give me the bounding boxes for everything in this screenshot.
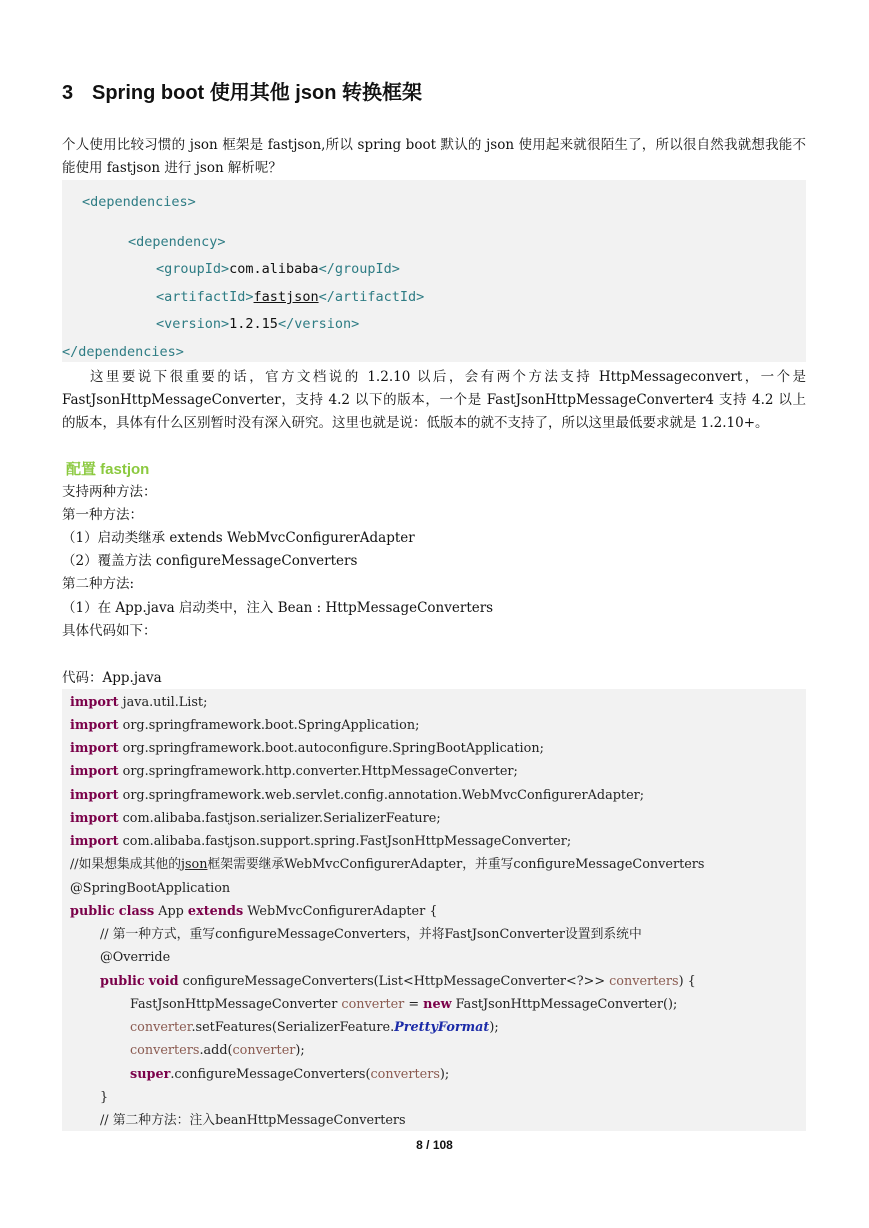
java-code-block: [62, 689, 806, 1131]
xml-dependencies-open: <dependencies>: [82, 194, 196, 210]
code-annotation: @Override: [100, 950, 171, 965]
code-line: import com.alibaba.fastjson.support.spring.FastJsonHttpMessageConverter;: [70, 834, 572, 849]
code-line: import com.alibaba.fastjson.serializer.SerializerFeature;: [70, 811, 441, 826]
text-line-7: 具体代码如下：: [62, 623, 157, 639]
text-line-3: （1）启动类继承 extends WebMvcConfigurerAdapter: [62, 530, 415, 546]
code-comment: //如果想集成其他的json框架需要继承WebMvcConfigurerAdapter，并重写configureMessageConverters: [70, 857, 705, 872]
code-line: }: [100, 1090, 109, 1105]
section-number: 3: [62, 82, 74, 104]
code-line: converter.setFeatures(SerializerFeature.PrettyFormat);: [130, 1020, 499, 1035]
text-line-4: （2）覆盖方法 configureMessageConverters: [62, 553, 358, 569]
code-line: FastJsonHttpMessageConverter converter = new FastJsonHttpMessageConverter();: [130, 997, 678, 1012]
code-line: import java.util.List;: [70, 695, 208, 710]
code-line: import org.springframework.boot.SpringApplication;: [70, 718, 420, 733]
code-caption: 代码：App.java: [62, 670, 162, 686]
page-number: 8 / 108: [416, 1138, 453, 1152]
code-line: import org.springframework.web.servlet.config.annotation.WebMvcConfigurerAdapter;: [70, 788, 645, 803]
code-line: public class App extends WebMvcConfigurerAdapter {: [70, 904, 438, 919]
intro-paragraph: 个人使用比较习惯的 json 框架是 fastjson,所以 spring boot 默认的 json 使用起来就很陌生了，所以很自然我就想我能不能使用 fastjson 进行 json 解析呢？: [62, 137, 806, 176]
code-comment: // 第一种方式，重写configureMessageConverters，并将FastJsonConverter设置到系统中: [100, 927, 642, 942]
section-heading: [62, 76, 422, 105]
code-annotation: @SpringBootApplication: [70, 881, 231, 896]
code-line: public void configureMessageConverters(List<HttpMessageConverter<?>> converters) {: [100, 974, 696, 989]
text-line-5: 第二种方法:: [62, 576, 135, 592]
code-line: import org.springframework.boot.autoconfigure.SpringBootApplication;: [70, 741, 544, 756]
xml-groupid-line: <groupId>com.alibaba</groupId>: [156, 261, 400, 277]
code-comment: // 第二种方法：注入beanHttpMessageConverters: [100, 1113, 406, 1128]
text-line-2: 第一种方法：: [62, 507, 143, 523]
section-title: Spring boot 使用其他 json 转换框架: [92, 82, 422, 104]
text-line-1: 支持两种方法：: [62, 484, 157, 500]
important-paragraph: 这里要说下很重要的话，官方文档说的 1.2.10 以后，会有两个方法支持 HttpMessageconvert，一个是 FastJsonHttpMessageConverter，支持 4.2 以下的版本，一个是 FastJsonHttpMessageConverter4 支持 4.2 以上的版本，具体有什么区别暂时没有深入研究。这里也就是说：低版本的就不支持了，所以这里最低要求就是 1.2.10+。: [62, 369, 806, 431]
config-heading: 配置 fastjon: [66, 461, 150, 478]
code-line: converters.add(converter);: [130, 1043, 305, 1058]
text-line-6: （1）在 App.java 启动类中，注入 Bean : HttpMessageConverters: [62, 600, 494, 616]
code-line: super.configureMessageConverters(converters);: [130, 1067, 450, 1082]
code-line: import org.springframework.http.converter.HttpMessageConverter;: [70, 764, 518, 779]
xml-code-block: [62, 180, 806, 362]
xml-version-line: <version>1.2.15</version>: [156, 316, 360, 332]
xml-dependency-open: <dependency>: [128, 234, 226, 250]
xml-dependencies-close: </dependencies>: [62, 344, 184, 360]
xml-artifactid-line: <artifactId>fastjson</artifactId>: [156, 289, 425, 305]
